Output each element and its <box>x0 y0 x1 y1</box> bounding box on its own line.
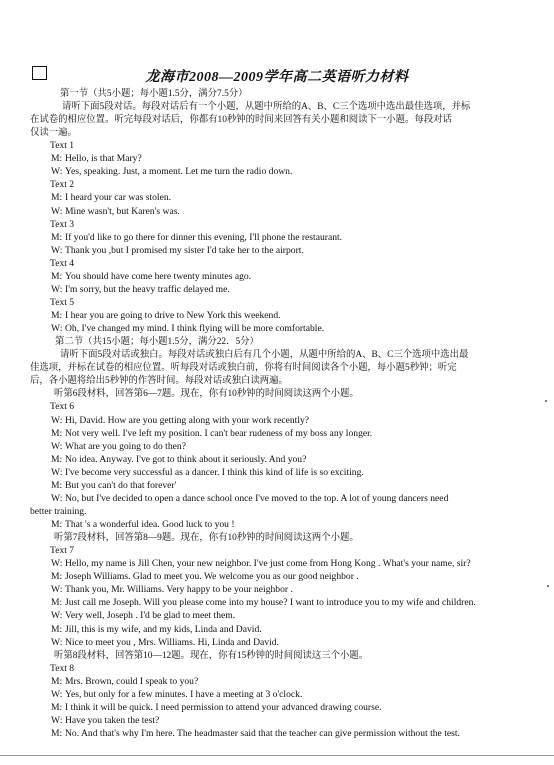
instruction-line: 佳选项，并标在试卷的相应位置。听每段对话或独白前，你将有时间阅读各个小题，每小题5秒钟；听完 <box>30 363 457 374</box>
speaker-label: M: <box>51 310 63 322</box>
speaker-label: W: <box>51 466 63 478</box>
dialogue-line <box>51 493 448 505</box>
dialogue-line <box>51 728 460 740</box>
dialogue-text: Joseph Williams. Glad to meet you. We welcome you as our good neighbor . <box>65 571 359 583</box>
instruction-line: 听第8段材料，回答第10—12题。现在，你有15秒钟的时间阅读这三个小题。 <box>54 650 369 661</box>
dialogue-text: Just call me Joseph. Will you please come into my house? I want to introduce you to my wife and children. <box>65 597 476 609</box>
dialogue-line <box>51 454 306 466</box>
dialogue-line <box>51 428 372 440</box>
bottom-edge-line <box>0 755 554 756</box>
speaker-label: W: <box>51 166 63 178</box>
dialogue-text: Yes, but only for a few minutes. I have a meeting at 3 o'clock. <box>65 688 303 700</box>
dialogue-line <box>51 245 304 257</box>
dialogue-line <box>51 637 279 649</box>
speaker-label: M: <box>51 153 63 165</box>
speaker-label: M: <box>51 270 63 282</box>
speaker-label: W: <box>51 492 63 504</box>
dialogue-line <box>51 715 159 727</box>
dialogue-text: I think it will be quick. I need permission to attend your advanced drawing course. <box>65 701 382 713</box>
dialogue-text: Mine wasn't, but Karen's was. <box>65 205 180 217</box>
dialogue-text: Oh, I've changed my mind. I think flying will be more comfortable. <box>65 323 325 335</box>
dialogue-line <box>51 153 142 165</box>
dialogue-text: I've become very successful as a dancer. I think this kind of life is so exciting. <box>65 466 364 478</box>
dialogue-line <box>51 271 251 283</box>
dialogue-line <box>51 192 171 204</box>
instruction-line: 在试卷的相应位置。听完每段对话后，你都有10秒钟的时间来回答有关小题和阅读下一小题。每段对话 <box>30 115 452 126</box>
dialogue-line <box>51 624 262 636</box>
speaker-label: M: <box>51 728 63 739</box>
speaker-label: W: <box>51 636 63 648</box>
speaker-label: W: <box>51 714 63 726</box>
text-label: Text 7 <box>50 545 75 557</box>
dialogue-line <box>51 323 324 335</box>
dialogue-text: Hi, David. How are you getting along with your work recently? <box>65 414 310 426</box>
dialogue-text: Thank you, Mr. Williams. Very happy to be your neighbor . <box>65 584 293 596</box>
speaker-label: M: <box>51 479 63 491</box>
speaker-label: W: <box>51 440 63 452</box>
dialogue-text: Not very well. I've left my position. I can't bear rudeness of my boss any longer. <box>65 427 373 439</box>
dialogue-line <box>51 232 342 244</box>
dialogue-text: What are you going to do then? <box>65 440 186 452</box>
speaker-label: W: <box>51 205 63 217</box>
dialogue-text: Yes, speaking. Just, a moment. Let me turn the radio down. <box>65 166 293 178</box>
dialogue-line <box>51 702 382 714</box>
dialogue-text: Hello, is that Mary? <box>65 153 142 165</box>
dialogue-text: But you can't do that forever' <box>65 479 177 491</box>
speaker-label: M: <box>51 519 63 531</box>
speaker-label: W: <box>51 610 63 622</box>
text-label: Text 8 <box>50 662 75 674</box>
dialogue-line <box>51 597 476 609</box>
speaker-label: M: <box>51 597 63 609</box>
dialogue-text: Very well, Joseph . I'd be glad to meet them. <box>65 610 236 622</box>
dialogue-text: I'm sorry, but the heavy traffic delayed me. <box>65 283 230 295</box>
speaker-label: M: <box>51 453 63 465</box>
speaker-label: W: <box>51 688 63 700</box>
instruction-line: 第二节（共15小题；每小题1.5分，满分22．5分） <box>55 337 259 348</box>
instruction-line: 仅读一遍。 <box>30 128 77 139</box>
dialogue-line <box>51 206 180 218</box>
dialogue-text: I heard your car was stolen. <box>65 192 172 204</box>
dialogue-line <box>51 166 292 178</box>
dialogue-text: No idea. Anyway. I've got to think about it seriously. And you? <box>65 453 307 465</box>
dialogue-line <box>51 480 176 492</box>
speaker-label: W: <box>51 584 63 596</box>
page-title: 龙海市2008—2009学年高二英语听力材料 <box>145 70 409 85</box>
dialogue-line <box>51 689 302 701</box>
dialogue-text: Have you taken the test? <box>65 714 160 726</box>
text-label: Text 2 <box>50 179 75 191</box>
speaker-label: W: <box>51 414 63 426</box>
speaker-label: W: <box>51 323 63 335</box>
instruction-line: 后，各小题将给出5秒钟的作答时间。每段对话或独白读两遍。 <box>30 376 288 387</box>
text-label: Text 6 <box>50 401 75 413</box>
speaker-label: W: <box>51 558 63 570</box>
dialogue-line <box>51 467 364 479</box>
wrapped-line: better training. <box>30 505 87 517</box>
text-label: Text 5 <box>50 296 75 308</box>
dialogue-text: No. And that's why I'm here. The headmaster said that the teacher can give permission without the test. <box>65 728 460 739</box>
instruction-line: 听第7段材料，回答第8—9题。现在，你有10秒钟的时间阅读这两个小题。 <box>54 533 359 544</box>
dialogue-line <box>51 519 235 531</box>
speaker-label: M: <box>51 192 63 204</box>
speaker-label: M: <box>51 701 63 713</box>
speaker-label: W: <box>51 283 63 295</box>
dialogue-text: Jill, this is my wife, and my kids, Linda and David. <box>65 623 262 635</box>
dialogue-line <box>51 558 471 570</box>
speaker-label: M: <box>51 675 63 687</box>
dialogue-line <box>51 584 293 596</box>
dialogue-text: Thank you ,but I promised my sister I'd take her to the airport. <box>65 244 304 256</box>
dialogue-line <box>51 676 198 688</box>
scan-speck <box>547 585 549 587</box>
dialogue-text: Nice to meet you , Mrs. Williams. Hi, Linda and David. <box>65 636 279 648</box>
dialogue-line <box>51 441 186 453</box>
text-label: Text 4 <box>50 257 75 269</box>
speaker-label: W: <box>51 244 63 256</box>
instruction-line: 第一节（共5小题；每小题1.5分，满分7.5分） <box>60 89 248 99</box>
dialogue-text: Mrs. Brown, could I speak to you? <box>65 675 199 687</box>
dialogue-text: You should have come here twenty minutes ago. <box>65 270 252 282</box>
dialogue-text: Hello, my name is Jill Chen, your new neighbor. I've just come from Hong Kong . What's your name, sir? <box>65 558 471 570</box>
speaker-label: M: <box>51 571 63 583</box>
instruction-line: 请听下面5段对话或独白。每段对话或独白后有几个小题，从题中所给的A、B、C三个选项中选出最 <box>60 350 469 361</box>
dialogue-text: No, but I've decided to open a dance school once I've moved to the top. A lot of young dancers need <box>65 492 449 504</box>
dialogue-line <box>51 284 230 296</box>
instruction-line: 听第6段材料，回答第6—7题。现在，你有10秒钟的时间阅读这两个小题。 <box>54 389 359 400</box>
scan-speck <box>545 400 547 402</box>
text-label: Text 1 <box>50 140 75 152</box>
text-label: Text 3 <box>50 218 75 230</box>
dialogue-text: If you'd like to go there for dinner this evening, I'll phone the restaurant. <box>65 231 343 243</box>
dialogue-line <box>51 415 309 427</box>
dialogue-text: I hear you are going to drive to New York this weekend. <box>65 310 281 322</box>
speaker-label: M: <box>51 231 63 243</box>
dialogue-text: That 's a wonderful idea. Good luck to you ! <box>65 519 235 531</box>
speaker-label: M: <box>51 623 63 635</box>
dialogue-line <box>51 310 281 322</box>
instruction-line: 请听下面5段对话。每段对话后有一个小题，从题中所给的A、B、C三个选项中选出最佳选项，并标 <box>62 102 471 113</box>
dialogue-line <box>51 571 359 583</box>
speaker-label: M: <box>51 427 63 439</box>
dialogue-line <box>51 610 235 622</box>
